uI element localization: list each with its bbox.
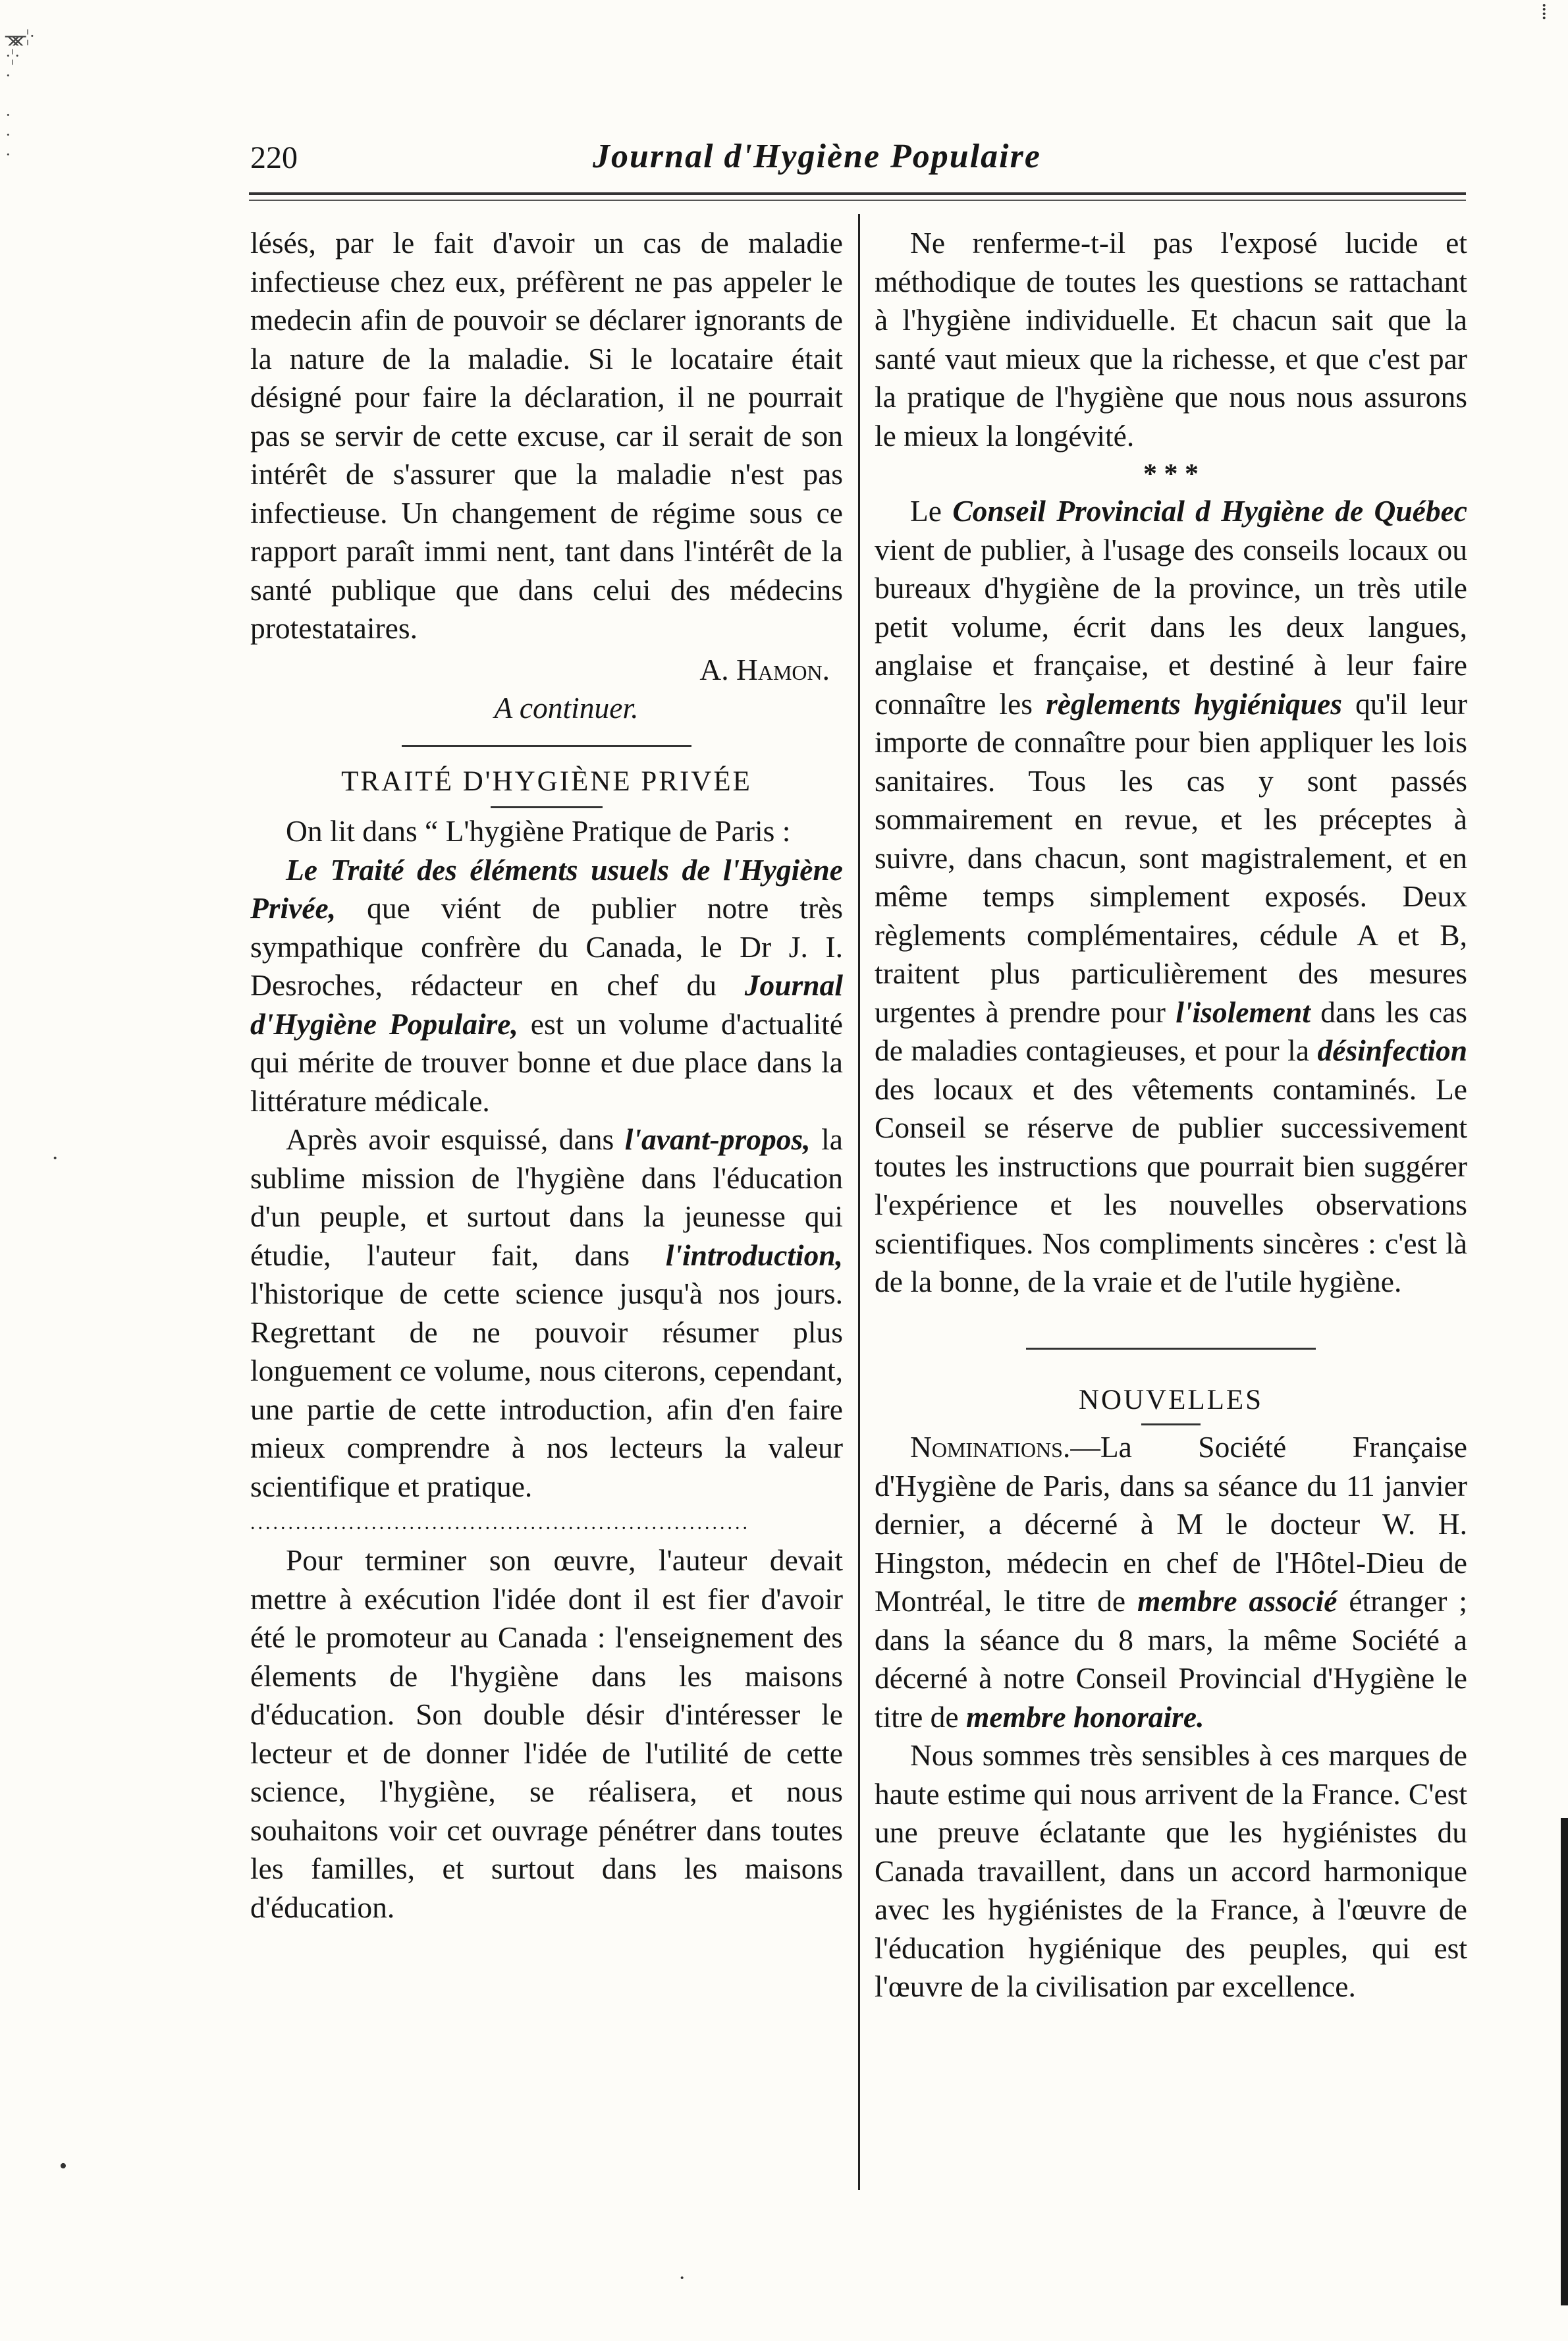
asterism: * * *: [1143, 459, 1199, 489]
paragraph-conseil-provincial: Le Conseil Provincial d Hygiène de Québec vient de publier, à l'usage des conseils locaux ou bureaux d'hygiène de la province, un très utile petit volume, écrit dans les deux langues, anglaise et française, et destiné à leur faire connaître les règlements hygiéniques qu'il leur importe de connaître pour bien appliquer les lois sanitaires. Tous les cas y sont passés sommairement en revue, et les préceptes à suivre, dans chacun, sont magistralement, et en même temps simplement exposés. Deux règlements complémentaires, cédule A et B, traitent plus particulièrement des mesures urgentes à prendre pour l'isolement dans les cas de maladies contagieuses, et pour la désinfection des locaux et des vêtements contaminés. Le Conseil se réserve de publier successivement toutes les instructions que pourrait bien suggérer l'expérience et les nouvelles observations scientifiques. Nos compliments sincères : c'est là de la bonne, de la vraie et de l'utile hygiène.: [875, 494, 1467, 1298]
bottom-dot: ·: [678, 2266, 686, 2290]
page-edge-shadow: [1561, 1818, 1568, 2305]
paragraph-traite: Le Traité des éléments usuels de l'Hygiène Privée, que viént de publier notre très sympathique confrère du Canada, le Dr J. I. Desroches, rédacteur en chef du Journal d'Hygiène Populaire, est un volume d'actualité qui mérite de trouver bonne et due place dans la littérature médicale.: [250, 852, 843, 1118]
margin-dot: ·: [51, 1146, 59, 1170]
paragraph-apres: Après avoir esquissé, dans l'avant-propos, la sublime mission de l'hygiène dans l'éducation d'un peuple, et surtout dans la jeunesse qui étudie, l'auteur fait, dans l'introduction, l'historique de cette science jusqu'à nos jours. Regrettant de ne pouvoir résumer plus longuement ce volume, nous citerons, cependant, une partie de cette introduction, afin d'en faire mieux comprendre à nos lecteurs la valeur scientifique et pratique.: [250, 1122, 843, 1503]
paragraph-ne-renferme: Ne renferme-t-il pas l'exposé lucide et méthodique de toutes les questions se rattachant à l'hygiène individuelle. Et chacun sait que la santé vaut mieux que la richesse, et que c'est par la pratique de l'hygiène que nous nous assurons le mieux la longévité.: [875, 226, 1467, 453]
heading-underline: [1141, 1423, 1201, 1425]
paragraph-nous-sommes: Nous sommes très sensibles à ces marques de haute estime qui nous arrivent de la France. C'est une preuve éclatante que les hygiénistes du Canada travaillent, dans un accord harmonique avec les hygiénistes de la France, à l'œuvre de l'éducation hygiénique des peuples, qui est l'œuvre de la civilisation par excellence.: [875, 1738, 1467, 2003]
header-rule-secondary: [249, 200, 1466, 201]
right-column: [875, 224, 1467, 2006]
paragraph-on-lit: On lit dans “ L'hygiène Pratique de Paris :: [286, 814, 791, 848]
to-be-continued: A continuer.: [494, 691, 639, 725]
paragraph-continued: lésés, par le fait d'avoir un cas de maladie infectieuse chez eux, préfèrent ne pas appeler le medecin afin de pouvoir se déclarer ignorants de la nature de la maladie. Si le locataire était désigné pour faire la déclaration, il ne pourrait pas se servir de cette excuse, car il serait de son intérêt de s'assurer que la maladie n'est pas infectieuse. Un changement de régime sous ce rapport paraît immi nent, tant dans l'intérêt de la santé publique que dans celui des médecins protestataires.: [250, 226, 843, 645]
corner-mark: ⁞: [1541, 0, 1548, 24]
section-rule: [1026, 1348, 1316, 1350]
section-heading-nouvelles: NOUVELLES: [1078, 1384, 1264, 1416]
paragraph-nominations: Nominations.—La Société Française d'Hygiène de Paris, dans sa séance du 11 janvier dernier, a décerné à M le docteur W. H. Hingston, médecin en chef de l'Hôtel-Dieu de Montréal, le titre de membre associé étranger ; dans la séance du 8 mars, la même Société a décerné à notre Conseil Provincial d'Hygiène le titre de membre honoraire.: [875, 1430, 1468, 1734]
left-column: [250, 224, 843, 1927]
section-rule: [402, 745, 691, 747]
ellipsis-line: ..................................................................: [250, 1512, 750, 1533]
margin-marks: ᚘ¦· ·¦· · · · ·: [5, 26, 36, 164]
page-header: [250, 132, 1462, 191]
paragraph-pour-terminer: Pour terminer son œuvre, l'auteur devait mettre à exécution l'idée dont il est fier d'avoir été le promoteur au Canada : l'enseignement des élements de l'hygiène dans les maisons d'éducation. Son double désir d'intéresser le lecteur et de donner l'idée de l'utilité de cette science, l'hygiène, se réalisera, et nous souhaitons voir cet ouvrage pénétrer dans toutes les familles, et surtout dans les maisons d'éducation.: [250, 1543, 843, 1924]
section-heading-traite: TRAITÉ D'HYGIÈNE PRIVÉE: [341, 765, 752, 797]
running-title: Journal d'Hygiène Populaire: [593, 138, 1041, 175]
page-number: 220: [250, 140, 298, 175]
column-divider: [858, 214, 860, 2190]
heading-underline: [491, 806, 603, 808]
header-rule: [249, 192, 1466, 195]
author-signature: A. Hamon.: [699, 652, 830, 686]
margin-dot: •: [59, 2154, 67, 2178]
